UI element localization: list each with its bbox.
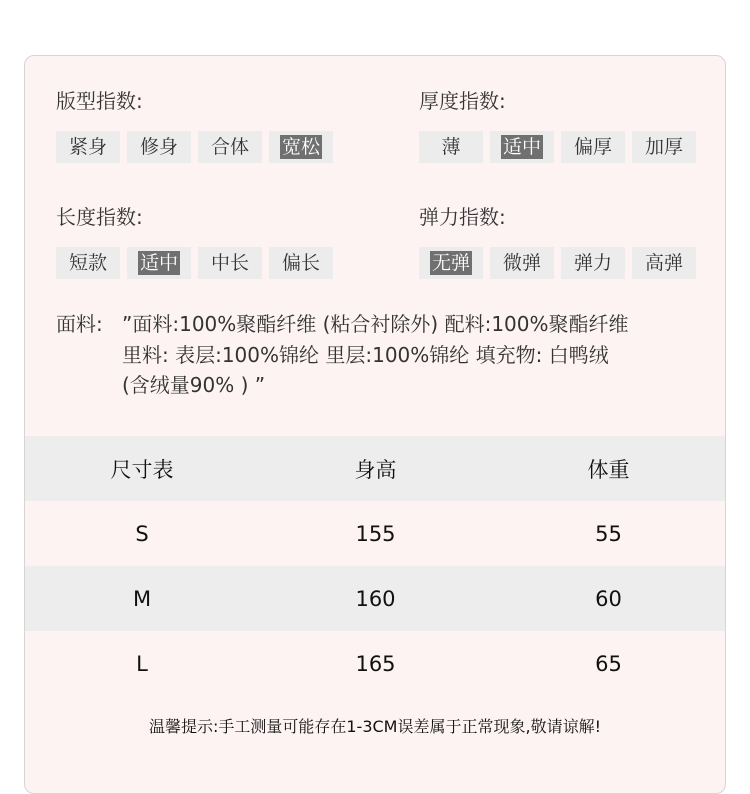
option-thickness-medium: 适中 xyxy=(490,131,554,163)
option-length-long: 偏长 xyxy=(269,247,333,279)
size-cell: L xyxy=(136,651,148,676)
size-cell: M xyxy=(132,586,152,611)
fabric-label: 面料: xyxy=(56,312,103,336)
table-row xyxy=(25,501,725,566)
table-row xyxy=(25,566,725,631)
option-elasticity-slight: 微弹 xyxy=(490,247,554,279)
height-cell: 155 xyxy=(355,521,396,546)
option-elasticity-elastic: 弹力 xyxy=(561,247,625,279)
fabric-value: ”面料:100%聚酯纤维 (粘合衬除外) 配料:100%聚酯纤维 里料: 表层:100%锦纶 里层:100%锦纶 填充物: 白鸭绒 (含绒量90% ) ” xyxy=(122,312,629,397)
option-fit-loose: 宽松 xyxy=(269,131,333,163)
size-table-header xyxy=(25,436,725,501)
length-index-label: 长度指数: xyxy=(56,205,143,229)
thickness-index xyxy=(419,89,719,169)
thickness-index-label: 厚度指数: xyxy=(419,89,506,113)
option-length-mid-long: 中长 xyxy=(198,247,262,279)
option-thickness-thick: 偏厚 xyxy=(561,131,625,163)
height-cell: 160 xyxy=(355,586,396,611)
option-fit-tight: 紧身 xyxy=(56,131,120,163)
weight-cell: 65 xyxy=(595,651,622,676)
option-elasticity-high: 高弹 xyxy=(632,247,696,279)
measurement-tip: 温馨提示:手工测量可能存在1-3CM误差属于正常现象,敬请谅解! xyxy=(148,717,601,736)
fit-index xyxy=(56,89,356,169)
size-table xyxy=(25,436,725,696)
option-length-medium: 适中 xyxy=(127,247,191,279)
option-elasticity-none: 无弹 xyxy=(419,247,483,279)
elasticity-index xyxy=(419,205,719,285)
header-weight: 体重 xyxy=(587,457,630,482)
fit-index-label: 版型指数: xyxy=(56,89,143,113)
header-height: 身高 xyxy=(354,457,397,482)
weight-cell: 55 xyxy=(595,521,622,546)
weight-cell: 60 xyxy=(595,586,622,611)
length-index xyxy=(56,205,356,285)
option-thickness-thin: 薄 xyxy=(419,131,483,163)
height-cell: 165 xyxy=(355,651,396,676)
option-fit-regular: 合体 xyxy=(198,131,262,163)
elasticity-index-label: 弹力指数: xyxy=(419,205,506,229)
option-length-short: 短款 xyxy=(56,247,120,279)
header-size-chart: 尺寸表 xyxy=(110,457,174,482)
option-fit-slim: 修身 xyxy=(127,131,191,163)
table-row xyxy=(25,631,725,696)
size-cell: S xyxy=(135,521,149,546)
option-thickness-extra-thick: 加厚 xyxy=(632,131,696,163)
product-info-card xyxy=(24,55,726,794)
